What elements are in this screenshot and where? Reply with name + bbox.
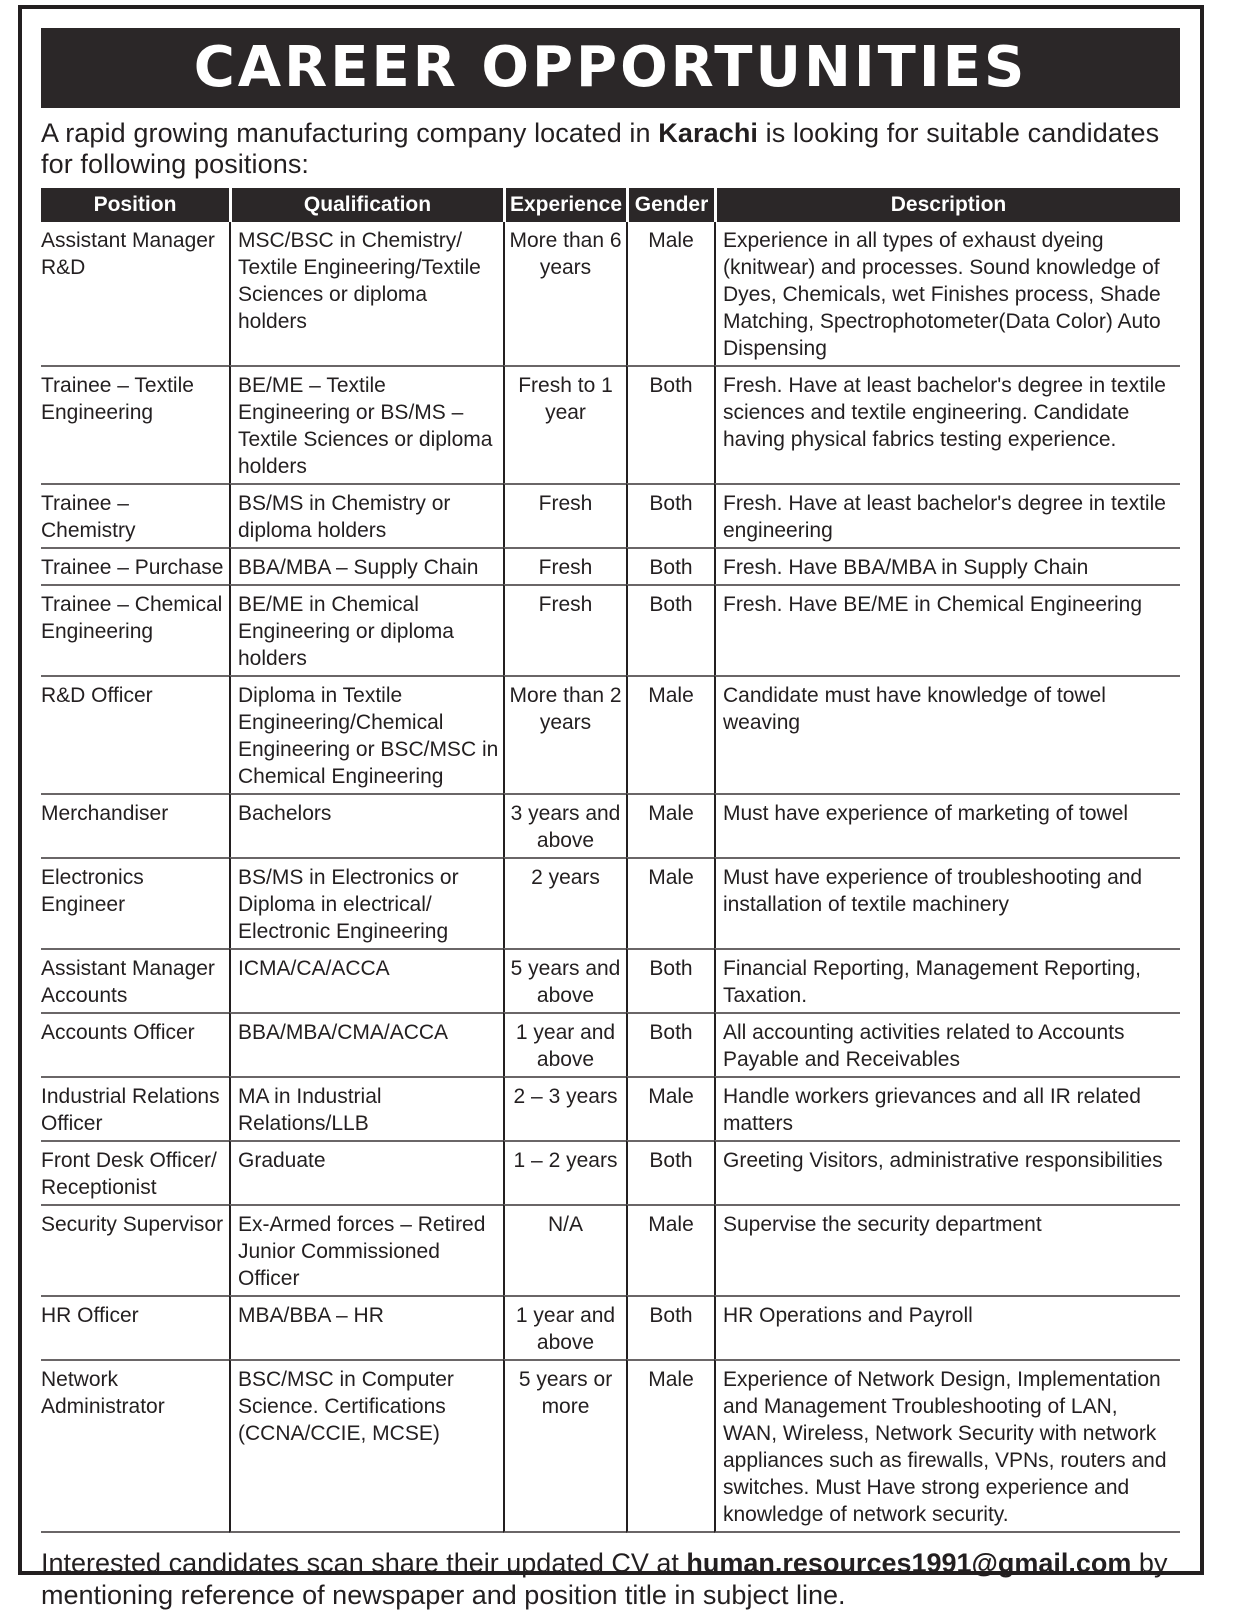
footer-before: Interested candidates scan share their updated CV at [41,1548,687,1578]
cell-description: Candidate must have knowledge of towel weaving [714,675,1180,793]
cell-position: HR Officer [41,1295,229,1359]
cell-description: Experience in all types of exhaust dyeing (knitwear) and processes. Sound knowledge of Dyes, Chemicals, wet Finishes process, Shade Matching, Spectrophotometer(Data Color) Auto Dispensing [714,222,1180,365]
cell-qualification: ICMA/CA/ACCA [229,948,503,1012]
table-row [41,1076,1180,1140]
cell-gender: Male [626,857,714,948]
cell-qualification: MA in Industrial Relations/LLB [229,1076,503,1140]
cell-qualification: MSC/BSC in Chemistry/ Textile Engineering/Textile Sciences or diploma holders [229,222,503,365]
table-row [41,793,1180,857]
table-body [41,222,1180,1533]
cell-position: Front Desk Officer/ Receptionist [41,1140,229,1204]
cell-experience: 2 – 3 years [503,1076,626,1140]
column-header-description: Description [714,188,1180,222]
cell-position: Industrial Relations Officer [41,1076,229,1140]
cell-gender: Male [626,1359,714,1533]
cell-qualification: BBA/MBA/CMA/ACCA [229,1012,503,1076]
cell-gender: Both [626,584,714,675]
cell-gender: Male [626,675,714,793]
cell-gender: Both [626,948,714,1012]
cell-qualification: Ex-Armed forces – Retired Junior Commissioned Officer [229,1204,503,1295]
job-advertisement [41,28,1180,1611]
cell-qualification: Graduate [229,1140,503,1204]
cell-position: R&D Officer [41,675,229,793]
cell-position: Assistant Manager Accounts [41,948,229,1012]
cell-gender: Both [626,1140,714,1204]
cell-gender: Male [626,1204,714,1295]
cell-description: Greeting Visitors, administrative responsibilities [714,1140,1180,1204]
footer-after: by mentioning reference of newspaper and position title in subject line. [41,1548,1168,1610]
cell-qualification: BE/ME – Textile Engineering or BS/MS – Textile Sciences or diploma holders [229,365,503,483]
cell-description: Handle workers grievances and all IR related matters [714,1076,1180,1140]
cell-description: Must have experience of troubleshooting and installation of textile machinery [714,857,1180,948]
cell-experience: Fresh to 1 year [503,365,626,483]
cell-qualification: BS/MS in Chemistry or diploma holders [229,483,503,547]
table-row [41,222,1180,365]
cell-experience: Fresh [503,547,626,584]
cell-position: Trainee – Purchase [41,547,229,584]
cell-gender: Both [626,365,714,483]
table-row [41,1295,1180,1359]
cell-description: Fresh. Have BBA/MBA in Supply Chain [714,547,1180,584]
table-row [41,365,1180,483]
cell-description: Fresh. Have BE/ME in Chemical Engineering [714,584,1180,675]
cell-experience: 5 years and above [503,948,626,1012]
table-row [41,1204,1180,1295]
cell-qualification: BE/ME in Chemical Engineering or diploma holders [229,584,503,675]
table-row [41,675,1180,793]
cell-gender: Both [626,1295,714,1359]
cell-experience: Fresh [503,584,626,675]
cell-experience: 3 years and above [503,793,626,857]
intro-text [41,118,1180,180]
intro-city: Karachi [658,118,759,148]
cell-description: HR Operations and Payroll [714,1295,1180,1359]
contact-email[interactable]: human.resources1991@gmail.com [686,1548,1132,1578]
table-row [41,483,1180,547]
cell-experience: 5 years or more [503,1359,626,1533]
cell-gender: Both [626,547,714,584]
cell-gender: Male [626,793,714,857]
cell-experience: N/A [503,1204,626,1295]
cell-position: Merchandiser [41,793,229,857]
cell-experience: More than 2 years [503,675,626,793]
cell-description: Financial Reporting, Management Reporting, Taxation. [714,948,1180,1012]
table-row [41,1359,1180,1533]
table-row [41,1140,1180,1204]
column-header-experience: Experience [503,188,626,222]
cell-position: Accounts Officer [41,1012,229,1076]
table-header-row [41,188,1180,222]
cell-qualification: BS/MS in Electronics or Diploma in electrical/ Electronic Engineering [229,857,503,948]
cell-position: Trainee – Chemistry [41,483,229,547]
table-row [41,1012,1180,1076]
table-row [41,584,1180,675]
cell-experience: 2 years [503,857,626,948]
cell-experience: 1 year and above [503,1012,626,1076]
cell-position: Network Administrator [41,1359,229,1533]
cell-description: All accounting activities related to Accounts Payable and Receivables [714,1012,1180,1076]
cell-position: Trainee – Textile Engineering [41,365,229,483]
application-instructions [41,1547,1180,1611]
intro-after: is looking for suitable candidates for following positions: [41,118,1160,179]
cell-gender: Male [626,222,714,365]
column-header-gender: Gender [626,188,714,222]
cell-experience: 1 – 2 years [503,1140,626,1204]
cell-gender: Both [626,483,714,547]
cell-qualification: Diploma in Textile Engineering/Chemical Engineering or BSC/MSC in Chemical Engineering [229,675,503,793]
table-row [41,948,1180,1012]
cell-position: Assistant Manager R&D [41,229,215,279]
cell-qualification: MBA/BBA – HR [229,1295,503,1359]
cell-experience: 1 year and above [503,1295,626,1359]
table-row [41,857,1180,948]
cell-qualification: BBA/MBA – Supply Chain [229,547,503,584]
cell-position: Trainee – Chemical Engineering [41,584,229,675]
cell-description: Supervise the security department [714,1204,1180,1295]
cell-position: Security Supervisor [41,1204,229,1295]
cell-experience: Fresh [503,483,626,547]
cell-qualification: BSC/MSC in Computer Science. Certifications (CCNA/CCIE, MCSE) [229,1359,503,1533]
cell-qualification: Bachelors [229,793,503,857]
cell-experience: More than 6 years [503,222,626,365]
cell-description: Fresh. Have at least bachelor's degree in textile sciences and textile engineering. Candidate having physical fabrics testing experience. [714,365,1180,483]
page-title: CAREER OPPORTUNITIES [41,28,1180,108]
cell-gender: Both [626,1012,714,1076]
cell-description: Fresh. Have at least bachelor's degree in textile engineering [714,483,1180,547]
cell-gender: Male [626,1076,714,1140]
intro-before: A rapid growing manufacturing company located in [41,118,659,148]
column-header-position: Position [41,188,229,222]
positions-table [41,188,1180,1533]
cell-position: Electronics Engineer [41,857,229,948]
column-header-qualification: Qualification [229,188,503,222]
table-row [41,547,1180,584]
cell-description: Experience of Network Design, Implementation and Management Troubleshooting of LAN, WAN, Wireless, Network Security with network appliances such as firewalls, VPNs, routers and switches. Must Have strong experience and knowledge of network security. [714,1359,1180,1533]
cell-description: Must have experience of marketing of towel [714,793,1180,857]
